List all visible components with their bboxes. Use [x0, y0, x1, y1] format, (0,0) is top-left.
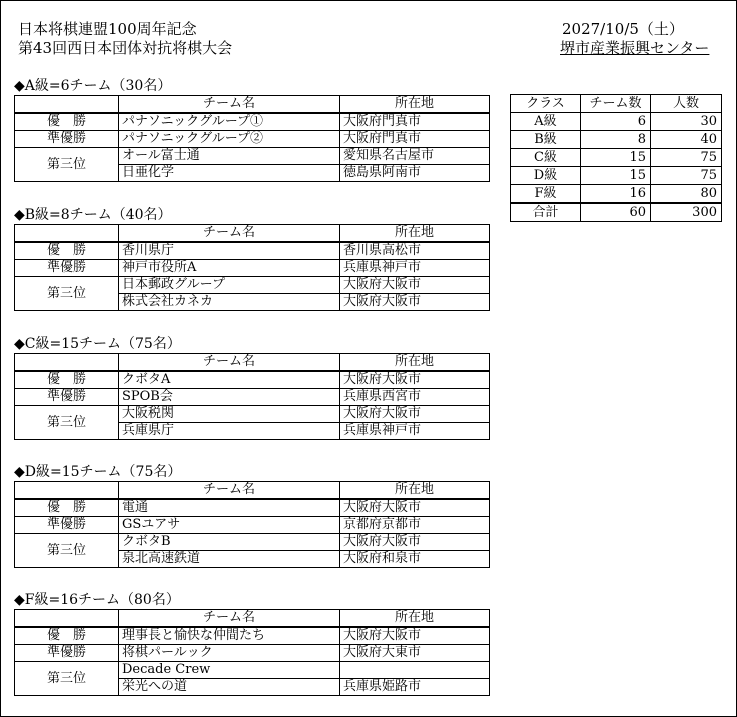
team-name: パナソニックグループ② — [119, 131, 340, 148]
rank-header-cell — [15, 96, 119, 114]
division-heading: ◆A級=6チーム（30名） — [14, 78, 172, 94]
team-name: SPOB会 — [119, 389, 340, 406]
summary-class: A級 — [511, 113, 581, 131]
summary-people: 75 — [651, 149, 722, 167]
team-name: 栄光への道 — [119, 679, 340, 696]
rank-first: 優 勝 — [15, 499, 119, 517]
team-name: 香川県庁 — [119, 242, 340, 260]
team-header: チーム名 — [119, 610, 340, 628]
team-location: 兵庫県神戸市 — [340, 423, 490, 440]
summary-header-teams: チーム数 — [581, 95, 651, 113]
runner-up-row — [15, 260, 490, 277]
team-location: 兵庫県西宮市 — [340, 389, 490, 406]
team-location: 徳島県阿南市 — [340, 165, 490, 182]
team-location: 大阪府大東市 — [340, 645, 490, 662]
division-heading: ◆D級=15チーム（75名） — [14, 464, 182, 480]
winner-row — [15, 242, 490, 260]
rank-header-cell — [15, 610, 119, 628]
summary-teams: 15 — [581, 149, 651, 167]
third-place-row — [15, 406, 490, 423]
winner-row — [15, 499, 490, 517]
team-location: 愛知県名古屋市 — [340, 148, 490, 165]
summary-class: D級 — [511, 167, 581, 185]
team-location: 大阪府門真市 — [340, 131, 490, 148]
team-location: 大阪府大阪市 — [340, 534, 490, 551]
team-name: 電通 — [119, 499, 340, 517]
team-location: 大阪府大阪市 — [340, 277, 490, 294]
team-name: 株式会社カネカ — [119, 294, 340, 311]
team-header: チーム名 — [119, 96, 340, 114]
rank-header-cell — [15, 482, 119, 500]
team-location: 兵庫県神戸市 — [340, 260, 490, 277]
summary-people: 75 — [651, 167, 722, 185]
rank-header-cell — [15, 225, 119, 243]
summary-people: 30 — [651, 113, 722, 131]
summary-header-class: クラス — [511, 95, 581, 113]
summary-row — [511, 167, 722, 185]
team-location: 大阪府大阪市 — [340, 294, 490, 311]
summary-people: 40 — [651, 131, 722, 149]
division-heading: ◆C級=15チーム（75名） — [14, 336, 181, 352]
summary-class: B級 — [511, 131, 581, 149]
summary-row — [511, 113, 722, 131]
team-header: チーム名 — [119, 354, 340, 372]
table-header-row — [15, 482, 490, 500]
location-header: 所在地 — [340, 482, 490, 500]
rank-third: 第三位 — [15, 534, 119, 568]
team-location: 京都府京都市 — [340, 517, 490, 534]
team-name: パナソニックグループ① — [119, 113, 340, 131]
team-name: 泉北高速鉄道 — [119, 551, 340, 568]
summary-header-people: 人数 — [651, 95, 722, 113]
division-results-table — [14, 609, 490, 696]
rank-first: 優 勝 — [15, 113, 119, 131]
team-name: 将棋パールック — [119, 645, 340, 662]
summary-row — [511, 185, 722, 204]
summary-class: F級 — [511, 185, 581, 204]
runner-up-row — [15, 645, 490, 662]
rank-second: 準優勝 — [15, 131, 119, 148]
division-results-table — [14, 481, 490, 568]
summary-teams: 15 — [581, 167, 651, 185]
rank-second: 準優勝 — [15, 389, 119, 406]
summary-teams: 6 — [581, 113, 651, 131]
team-name: 日本郵政グループ — [119, 277, 340, 294]
location-header: 所在地 — [340, 610, 490, 628]
winner-row — [15, 371, 490, 389]
team-location: 大阪府大阪市 — [340, 406, 490, 423]
team-name: クボタB — [119, 534, 340, 551]
winner-row — [15, 113, 490, 131]
division-results-table — [14, 95, 490, 182]
event-venue: 堺市産業振興センター — [560, 39, 710, 57]
team-location: 大阪府大阪市 — [340, 499, 490, 517]
third-place-row — [15, 148, 490, 165]
summary-total-teams: 60 — [581, 203, 651, 222]
rank-second: 準優勝 — [15, 260, 119, 277]
summary-teams: 8 — [581, 131, 651, 149]
table-header-row — [15, 354, 490, 372]
table-header-row — [15, 225, 490, 243]
rank-first: 優 勝 — [15, 242, 119, 260]
location-header: 所在地 — [340, 354, 490, 372]
team-location: 大阪府大阪市 — [340, 627, 490, 645]
team-name: 兵庫県庁 — [119, 423, 340, 440]
runner-up-row — [15, 131, 490, 148]
rank-header-cell — [15, 354, 119, 372]
summary-table — [510, 94, 722, 222]
summary-teams: 16 — [581, 185, 651, 204]
rank-second: 準優勝 — [15, 645, 119, 662]
winner-row — [15, 627, 490, 645]
division-heading: ◆F級=16チーム（80名） — [14, 592, 180, 608]
rank-second: 準優勝 — [15, 517, 119, 534]
summary-total-row — [511, 203, 722, 222]
team-header: チーム名 — [119, 482, 340, 500]
table-header-row — [15, 610, 490, 628]
team-name: 理事長と愉快な仲間たち — [119, 627, 340, 645]
table-header-row — [15, 96, 490, 114]
runner-up-row — [15, 389, 490, 406]
summary-row — [511, 149, 722, 167]
division-results-table — [14, 353, 490, 440]
location-header: 所在地 — [340, 225, 490, 243]
team-name: 大阪税関 — [119, 406, 340, 423]
rank-first: 優 勝 — [15, 371, 119, 389]
rank-third: 第三位 — [15, 148, 119, 182]
runner-up-row — [15, 517, 490, 534]
team-name: クボタA — [119, 371, 340, 389]
team-location: 大阪府和泉市 — [340, 551, 490, 568]
rank-first: 優 勝 — [15, 627, 119, 645]
team-header: チーム名 — [119, 225, 340, 243]
team-location: 香川県高松市 — [340, 242, 490, 260]
summary-class: C級 — [511, 149, 581, 167]
summary-header-row — [511, 95, 722, 113]
event-date: 2027/10/5（土） — [562, 20, 684, 38]
title-line-2: 第43回西日本団体対抗将棋大会 — [18, 39, 233, 57]
summary-people: 80 — [651, 185, 722, 204]
location-header: 所在地 — [340, 96, 490, 114]
team-location: 兵庫県姫路市 — [340, 679, 490, 696]
rank-third: 第三位 — [15, 277, 119, 311]
title-line-1: 日本将棋連盟100周年記念 — [18, 20, 197, 38]
team-name: オール富士通 — [119, 148, 340, 165]
summary-total-people: 300 — [651, 203, 722, 222]
summary-total-label: 合計 — [511, 203, 581, 222]
rank-third: 第三位 — [15, 406, 119, 440]
third-place-row — [15, 277, 490, 294]
division-heading: ◆B級=8チーム（40名） — [14, 207, 172, 223]
team-location: 大阪府門真市 — [340, 113, 490, 131]
team-name: 神戸市役所A — [119, 260, 340, 277]
team-name: 日亜化学 — [119, 165, 340, 182]
rank-third: 第三位 — [15, 662, 119, 696]
division-results-table — [14, 224, 490, 311]
team-name: GSユアサ — [119, 517, 340, 534]
team-location — [340, 662, 490, 679]
summary-row — [511, 131, 722, 149]
team-name: Decade Crew — [119, 662, 340, 679]
third-place-row — [15, 662, 490, 679]
team-location: 大阪府大阪市 — [340, 371, 490, 389]
third-place-row — [15, 534, 490, 551]
